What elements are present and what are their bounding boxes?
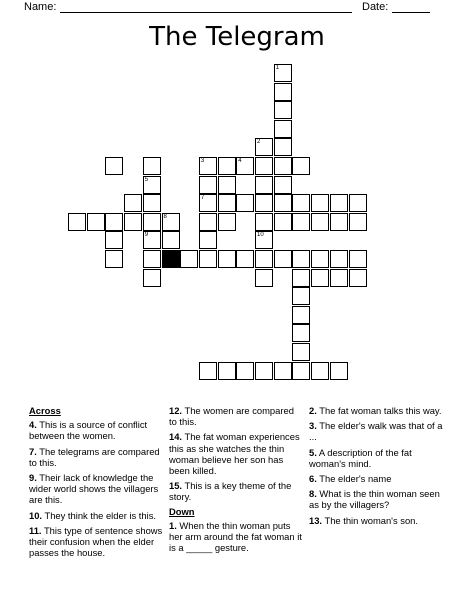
grid-cell[interactable] — [105, 231, 123, 249]
grid-cell[interactable] — [349, 269, 367, 287]
grid-cell[interactable] — [255, 250, 273, 268]
grid-cell[interactable] — [124, 213, 142, 231]
clue-item-text: The fat woman talks this way. — [316, 405, 442, 416]
clue-item-text: The elder's walk was that of a ... — [309, 420, 443, 443]
grid-cell[interactable] — [274, 83, 292, 101]
grid-cell[interactable] — [236, 157, 254, 175]
clue-item-text: They think the elder is this. — [42, 509, 156, 521]
grid-cell[interactable] — [180, 250, 198, 268]
grid-cell[interactable] — [199, 157, 217, 175]
grid-cell[interactable] — [292, 287, 310, 305]
clue-item-text: Their lack of knowledge the wider world shows the villagers are this. — [29, 472, 159, 506]
clue-item — [169, 480, 304, 502]
grid-cell[interactable] — [311, 194, 329, 212]
clue-number: 7 — [200, 195, 205, 202]
worksheet-header — [0, 0, 474, 16]
grid-cell[interactable] — [311, 269, 329, 287]
grid-cell[interactable] — [255, 176, 273, 194]
clue-item-number: 4. — [29, 419, 37, 431]
grid-cell[interactable] — [143, 269, 161, 287]
clue-item-text: The telegrams are compared to this. — [29, 445, 160, 468]
clue-item — [169, 520, 304, 554]
grid-cell[interactable] — [330, 194, 348, 212]
grid-cell[interactable] — [292, 306, 310, 324]
grid-cell[interactable] — [255, 269, 273, 287]
grid-cell[interactable] — [292, 157, 310, 175]
clue-item-text: The fat woman experiences this as she watches the thin woman believe her son has been killed. — [169, 431, 300, 477]
clue-item-number: 8. — [309, 488, 317, 500]
grid-cell[interactable] — [255, 231, 273, 249]
grid-cell[interactable] — [255, 362, 273, 380]
grid-cell[interactable] — [143, 157, 161, 175]
clue-item-number: 7. — [29, 445, 37, 457]
grid-cell[interactable] — [292, 269, 310, 287]
date-field[interactable] — [392, 12, 430, 13]
page-title: The Telegram — [149, 22, 325, 52]
clue-item-text: When the thin woman puts her arm around the fat woman it is a _____ gesture. — [169, 519, 302, 554]
clue-item-number: 10. — [29, 509, 43, 521]
grid-cell[interactable] — [311, 213, 329, 231]
blocked-cell — [162, 250, 180, 268]
clue-number: 3 — [200, 158, 205, 164]
clue-item — [29, 419, 164, 441]
clue-item — [29, 446, 164, 468]
clue-item — [309, 420, 444, 442]
grid-cell[interactable] — [330, 269, 348, 287]
grid-cell[interactable] — [274, 120, 292, 138]
grid-cell[interactable] — [68, 213, 86, 231]
clue-item-number: 11. — [29, 524, 42, 536]
grid-cell[interactable] — [274, 250, 292, 268]
grid-cell[interactable] — [274, 176, 292, 194]
clue-item — [29, 525, 164, 559]
grid-cell[interactable] — [105, 157, 123, 175]
grid-cell[interactable] — [255, 194, 273, 212]
clue-number: 2 — [257, 139, 261, 146]
grid-cell[interactable] — [274, 362, 292, 380]
grid-cell[interactable] — [236, 362, 254, 380]
clue-item-text: The women are compared to this. — [169, 405, 294, 428]
down-heading: Down — [169, 505, 195, 517]
grid-cell[interactable] — [349, 194, 367, 212]
grid-cell[interactable] — [311, 362, 329, 380]
grid-cell[interactable] — [274, 138, 292, 156]
grid-cell[interactable] — [330, 362, 348, 380]
grid-cell[interactable] — [274, 101, 292, 119]
grid-cell[interactable] — [255, 138, 273, 156]
clue-item — [169, 405, 304, 427]
grid-cell[interactable] — [292, 250, 310, 268]
clue-item-number: 13. — [309, 514, 323, 526]
grid-cell[interactable] — [143, 176, 161, 194]
clue-item — [169, 431, 304, 476]
grid-cell[interactable] — [274, 64, 292, 82]
clue-item-text: This is a key theme of the story. — [169, 480, 292, 503]
grid-cell[interactable] — [143, 194, 161, 212]
clue-item-number: 2. — [309, 405, 317, 416]
clues-column-3 — [309, 405, 444, 530]
grid-cell[interactable] — [292, 194, 310, 212]
grid-cell[interactable] — [349, 213, 367, 231]
grid-cell[interactable] — [124, 194, 142, 212]
across-heading: Across — [29, 405, 61, 416]
clue-item-text: The thin woman's son. — [322, 514, 418, 526]
grid-cell[interactable] — [143, 250, 161, 268]
clue-item — [309, 473, 444, 484]
grid-cell[interactable] — [274, 213, 292, 231]
grid-cell[interactable] — [292, 213, 310, 231]
name-field[interactable] — [60, 12, 352, 13]
grid-cell[interactable] — [199, 176, 217, 194]
grid-cell[interactable] — [199, 213, 217, 231]
name-label: Name: — [24, 1, 57, 13]
clue-item-text: The elder's name — [316, 473, 392, 485]
clue-number: 4 — [238, 158, 242, 164]
clue-item — [309, 405, 444, 416]
grid-cell[interactable] — [218, 250, 236, 268]
grid-cell[interactable] — [236, 250, 254, 268]
clue-item-number: 3. — [309, 420, 317, 432]
clue-item-number: 14. — [169, 431, 183, 443]
grid-cell[interactable] — [199, 250, 217, 268]
grid-cell[interactable] — [292, 343, 310, 361]
grid-cell[interactable] — [105, 213, 123, 231]
grid-cell[interactable] — [255, 157, 273, 175]
clue-number: 8 — [163, 213, 167, 220]
grid-cell[interactable] — [162, 213, 180, 231]
clue-item-text: This is a source of conflict between the women. — [29, 419, 148, 442]
grid-cell[interactable] — [349, 250, 367, 268]
date-label: Date: — [362, 1, 389, 13]
grid-cell[interactable] — [311, 250, 329, 268]
grid-cell[interactable] — [255, 213, 273, 231]
grid-cell[interactable] — [218, 157, 236, 175]
clue-item-text: What is the thin woman seen as by the villagers? — [309, 488, 440, 511]
grid-cell[interactable] — [199, 362, 217, 380]
clue-item-number: 6. — [309, 473, 317, 485]
clue-item-number: 12. — [169, 405, 183, 416]
grid-cell[interactable] — [218, 362, 236, 380]
grid-cell[interactable] — [105, 250, 123, 268]
clue-item — [309, 447, 444, 469]
clue-number: 5 — [144, 176, 149, 183]
clue-item-number: 5. — [309, 446, 317, 458]
grid-cell[interactable] — [292, 324, 310, 342]
clue-item-text: This type of sentence shows their confusion when the elder passes the house. — [29, 524, 163, 559]
clue-item — [29, 472, 164, 506]
clues-column-2 — [169, 405, 304, 557]
clues-column-1 — [29, 405, 164, 562]
grid-cell[interactable] — [199, 231, 217, 249]
grid-cell[interactable] — [292, 362, 310, 380]
grid-cell[interactable] — [143, 213, 161, 231]
clue-item-number: 1. — [169, 519, 177, 531]
grid-cell[interactable] — [162, 231, 180, 249]
grid-cell[interactable] — [87, 213, 105, 231]
grid-cell[interactable] — [330, 213, 348, 231]
clue-number: 9 — [144, 232, 149, 239]
grid-cell[interactable] — [274, 157, 292, 175]
grid-cell[interactable] — [218, 176, 236, 194]
grid-cell[interactable] — [236, 194, 254, 212]
clue-item-number: 15. — [169, 480, 183, 492]
grid-cell[interactable] — [143, 231, 161, 249]
grid-cell[interactable] — [199, 194, 217, 212]
clue-item — [309, 515, 444, 526]
clue-number: 10 — [257, 232, 264, 239]
clue-item-number: 9. — [29, 472, 37, 484]
clue-item — [309, 488, 444, 510]
clue-number: 1 — [275, 65, 280, 71]
grid-cell[interactable] — [218, 213, 236, 231]
clue-item-text: A description of the fat woman's mind. — [309, 446, 412, 469]
grid-cell[interactable] — [330, 250, 348, 268]
clue-item — [29, 510, 164, 521]
grid-cell[interactable] — [274, 194, 292, 212]
grid-cell[interactable] — [218, 194, 236, 212]
